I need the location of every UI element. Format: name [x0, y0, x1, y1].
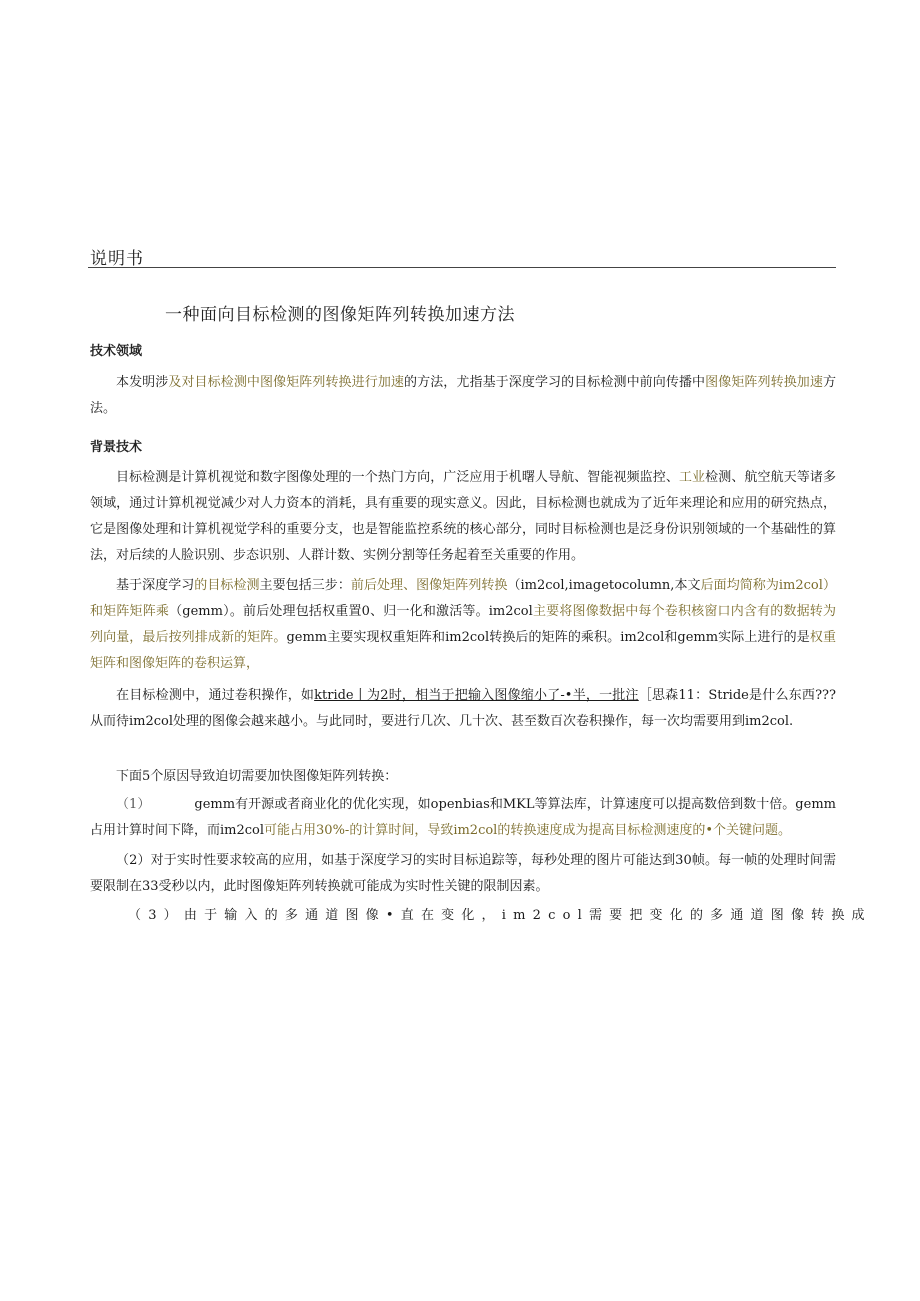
text-run: 检测、航空航天等诸多领域，通过计算机视觉减少对人力资本的消耗，具有重要的现实意义。因此，目标检测也就成为了近年来理论和应用的研究热点，它是图像处理和计算机视觉学科的重要分支，也是智能监控系统的核心部分，同时目标检测也是泛身份识别领域的一个基础性的算法，对后续的人脸识别、步态识别、人群计数、实例分割等任务起着至关重要的作用。: [90, 470, 836, 563]
section-heading-background: 背景技术: [90, 440, 143, 455]
text-run: 目标检测是计算机视觉和数字图像处理的一个热门方向，广泛应用于机曙人导航、智能视频监控、: [116, 470, 679, 485]
highlight-run: 工业: [678, 470, 706, 485]
highlight-run: 主要将图像数据中每个卷积核窗口内含有的数据转为列向量，最后按列排成新的矩阵。: [90, 604, 836, 645]
text-run: 方法。: [90, 375, 836, 416]
highlight-run: 的目标检测: [194, 578, 260, 593]
background-paragraph-3: [90, 683, 836, 735]
document-title: 一种面向目标检测的图像矩阵列转换加速方法: [165, 305, 515, 325]
list-item-3: （3）由于输入的多通道图像•直在变化，im2col需要把变化的多通道图像转换成: [128, 908, 872, 923]
list-item-1: [90, 792, 836, 844]
highlight-run: 后面均简称为im2col）和矩阵矩阵乘: [90, 578, 836, 619]
text-run: 本发明涉: [116, 375, 169, 390]
text-run: 在目标检测中，通过卷积操作，如: [116, 688, 315, 703]
text-run: （gemm）。前后处理包括权重置0、归一化和激活等。im2col: [169, 604, 533, 619]
list-item-number: （1）: [116, 797, 151, 812]
text-run: ［思森11：Stride是什么东西???从而待im2col处理的图像会越来越小。与此同时，要进行几次、几十次、甚至数百次卷积操作，每一次均需要用到im2col.: [90, 688, 836, 729]
header-label: 说明书: [90, 249, 144, 269]
list-item-2: （2）对于实时性要求较高的应用，如基于深度学习的实时目标追踪等，每秒处理的图片可能达到30帧。每一帧的处理时间需要限制在33受秒以内，此时图像矩阵列转换就可能成为实时性关键的限制因素。: [90, 853, 836, 894]
highlight-run: 权重矩阵和图像矩阵的卷积运算，: [90, 630, 836, 671]
highlight-run: 图像矩阵列转换加速: [705, 375, 823, 390]
underlined-run: ktride丨为2时，相当于把输入图像缩小了-•半，一批注: [314, 688, 639, 703]
highlight-run: 及对目标检测中图像矩阵列转换进行加速: [168, 375, 405, 390]
header-divider: [88, 267, 836, 268]
section-heading-tech-field: 技术领域: [90, 344, 143, 359]
text-run: gemm主要实现权重矩阵和im2col转换后的矩阵的乘积。im2col和gemm实际上进行的是: [286, 630, 810, 645]
highlight-run: 前后处理、图像矩阵列转换: [350, 578, 508, 593]
text-run: （im2col,imagetocolumn,本文: [507, 578, 701, 593]
background-paragraph-2: [90, 573, 836, 677]
text-run: 的方法，尤指基于深度学习的目标检测中前向传播中: [404, 375, 706, 390]
highlight-run: 可能占用30%-的计算时间，导致im2col的转换速度成为提高目标检测速度的•个关键问题。: [264, 823, 792, 838]
text-run: 主要包括三步：: [259, 578, 351, 593]
background-paragraph-4: 下面5个原因导致迫切需要加快图像矩阵列转换：: [116, 769, 398, 784]
tech-field-paragraph: [90, 370, 836, 422]
text-run: gemm有开源或者商业化的优化实现，如openbias和MKL等算法库，计算速度可以提高数倍到数十倍。gemm占用计算时间下降，而im2col: [90, 797, 836, 838]
text-run: 基于深度学习: [116, 578, 195, 593]
background-paragraph-1: [90, 465, 836, 569]
